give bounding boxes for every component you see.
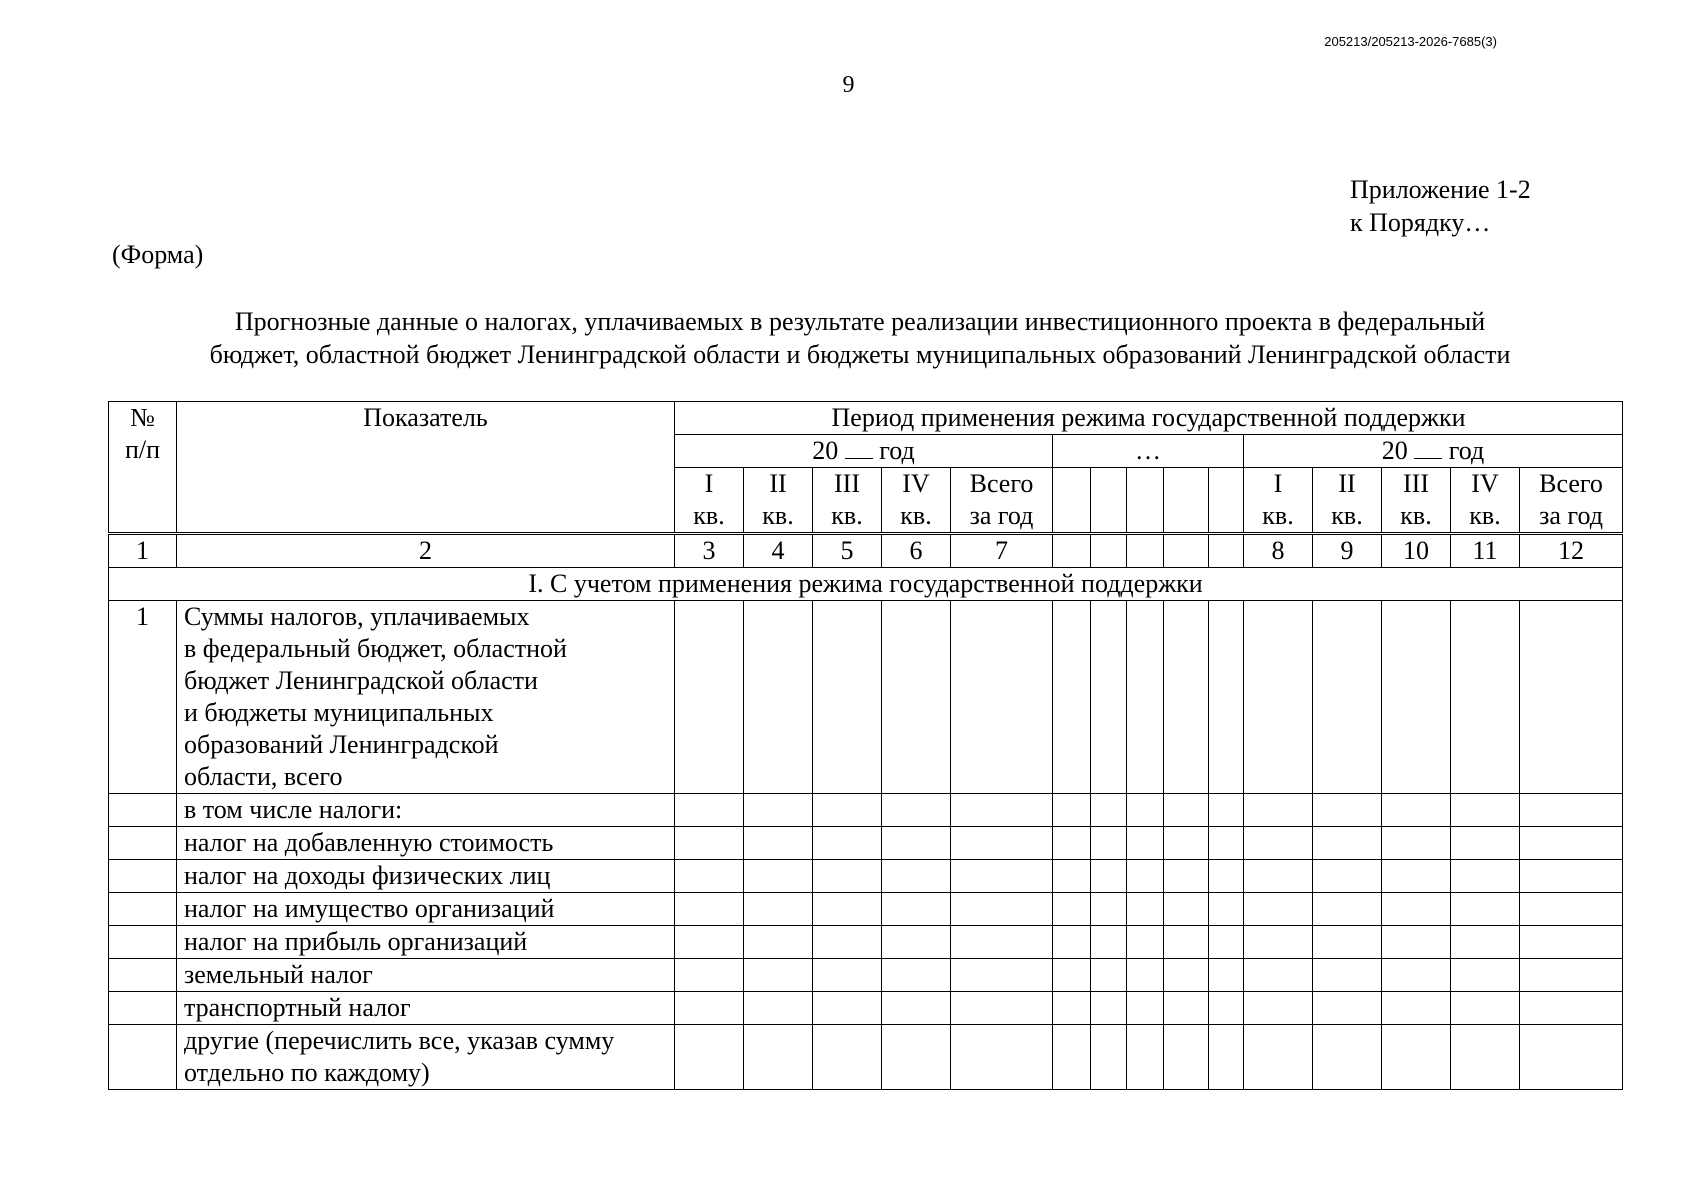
column-number-empty — [1053, 534, 1091, 568]
value-cell[interactable] — [1164, 992, 1209, 1025]
indicator-label-line: отдельно по каждому) — [184, 1058, 430, 1087]
value-cell[interactable] — [1053, 794, 1091, 827]
indicator-label — [177, 926, 675, 959]
header-empty-cell — [1209, 468, 1244, 534]
value-cell[interactable] — [1164, 1025, 1209, 1090]
header-quarter: IV кв. — [882, 468, 951, 534]
value-cell[interactable] — [882, 601, 951, 794]
value-cell[interactable] — [951, 794, 1053, 827]
indicator-label — [177, 992, 675, 1025]
value-cell[interactable] — [1209, 601, 1244, 794]
value-cell[interactable] — [1091, 926, 1127, 959]
value-cell[interactable] — [1209, 959, 1244, 992]
header-year-2: 20 год — [1244, 435, 1623, 468]
value-cell[interactable] — [1451, 926, 1520, 959]
value-cell[interactable] — [1091, 992, 1127, 1025]
value-cell[interactable] — [1451, 827, 1520, 860]
value-cell[interactable] — [675, 827, 744, 860]
indicator-label — [177, 1025, 675, 1090]
value-cell[interactable] — [1091, 794, 1127, 827]
value-cell[interactable] — [675, 893, 744, 926]
indicator-label-line: налог на доходы физических лиц — [184, 861, 551, 890]
value-cell[interactable] — [1209, 992, 1244, 1025]
column-number: 11 — [1451, 534, 1520, 568]
column-number: 2 — [177, 534, 675, 568]
indicator-label-line: Суммы налогов, уплачиваемых — [184, 602, 530, 631]
indicator-label — [177, 827, 675, 860]
tax-forecast-table — [108, 401, 1623, 1090]
value-cell[interactable] — [675, 601, 744, 794]
value-cell[interactable] — [1053, 860, 1091, 893]
value-cell[interactable] — [1313, 992, 1382, 1025]
value-cell[interactable] — [882, 926, 951, 959]
column-number: 12 — [1520, 534, 1623, 568]
indicator-label-line: области, всего — [184, 762, 343, 791]
value-cell[interactable] — [1164, 794, 1209, 827]
document-title — [100, 305, 1620, 371]
value-cell[interactable] — [1244, 893, 1313, 926]
value-cell[interactable] — [1451, 959, 1520, 992]
value-cell[interactable] — [1053, 959, 1091, 992]
value-cell[interactable] — [1209, 926, 1244, 959]
value-cell[interactable] — [1053, 601, 1091, 794]
value-cell[interactable] — [1164, 601, 1209, 794]
value-cell[interactable] — [1209, 860, 1244, 893]
column-number: 4 — [744, 534, 813, 568]
row-number — [109, 1025, 177, 1090]
value-cell[interactable] — [1382, 601, 1451, 794]
indicator-label-line: налог на прибыль организаций — [184, 927, 528, 956]
value-cell[interactable] — [882, 959, 951, 992]
value-cell[interactable] — [744, 827, 813, 860]
value-cell[interactable] — [1127, 926, 1164, 959]
header-quarter: II кв. — [1313, 468, 1382, 534]
value-cell[interactable] — [1209, 1025, 1244, 1090]
value-cell[interactable] — [1244, 860, 1313, 893]
value-cell[interactable] — [813, 992, 882, 1025]
value-cell[interactable] — [744, 992, 813, 1025]
value-cell[interactable] — [675, 992, 744, 1025]
value-cell[interactable] — [1382, 959, 1451, 992]
column-number: 9 — [1313, 534, 1382, 568]
value-cell[interactable] — [1244, 827, 1313, 860]
column-number-empty — [1209, 534, 1244, 568]
value-cell[interactable] — [1382, 794, 1451, 827]
value-cell[interactable] — [882, 893, 951, 926]
value-cell[interactable] — [1382, 926, 1451, 959]
value-cell[interactable] — [1091, 860, 1127, 893]
value-cell[interactable] — [1244, 794, 1313, 827]
value-cell[interactable] — [1451, 893, 1520, 926]
value-cell[interactable] — [1520, 794, 1623, 827]
value-cell[interactable] — [1382, 1025, 1451, 1090]
value-cell[interactable] — [1053, 893, 1091, 926]
header-quarter: III кв. — [813, 468, 882, 534]
indicator-label-line: образований Ленинградской — [184, 730, 499, 759]
page-number: 9 — [842, 72, 855, 98]
value-cell[interactable] — [1244, 959, 1313, 992]
value-cell[interactable] — [882, 860, 951, 893]
value-cell[interactable] — [1382, 860, 1451, 893]
value-cell[interactable] — [1164, 926, 1209, 959]
row-number — [109, 959, 177, 992]
value-cell[interactable] — [1382, 893, 1451, 926]
value-cell[interactable] — [813, 1025, 882, 1090]
header-quarter: I кв. — [1244, 468, 1313, 534]
indicator-label-line: земельный налог — [184, 960, 373, 989]
value-cell[interactable] — [1313, 601, 1382, 794]
value-cell[interactable] — [1313, 959, 1382, 992]
table-row — [109, 926, 1623, 959]
value-cell[interactable] — [1313, 1025, 1382, 1090]
indicator-label-line: транспортный налог — [184, 993, 411, 1022]
value-cell[interactable] — [1520, 860, 1623, 893]
value-cell[interactable] — [1091, 827, 1127, 860]
header-year-ellipsis: … — [1053, 435, 1244, 468]
value-cell[interactable] — [744, 926, 813, 959]
column-number: 6 — [882, 534, 951, 568]
value-cell[interactable] — [1053, 926, 1091, 959]
row-number — [109, 893, 177, 926]
value-cell[interactable] — [1313, 794, 1382, 827]
column-number-empty — [1164, 534, 1209, 568]
indicator-label-line: налог на добавленную стоимость — [184, 828, 554, 857]
table-row — [109, 860, 1623, 893]
column-number-empty — [1091, 534, 1127, 568]
value-cell[interactable] — [1164, 827, 1209, 860]
value-cell[interactable] — [1209, 794, 1244, 827]
column-number: 7 — [951, 534, 1053, 568]
indicator-label-line: в федеральный бюджет, областной — [184, 634, 567, 663]
title-line-1: Прогнозные данные о налогах, уплачиваемых в результате реализации инвестиционного проекта в федеральный — [234, 307, 1486, 336]
column-number-empty — [1127, 534, 1164, 568]
row-number — [109, 926, 177, 959]
value-cell[interactable] — [1127, 959, 1164, 992]
value-cell[interactable] — [951, 926, 1053, 959]
indicator-label — [177, 794, 675, 827]
header-quarter: III кв. — [1382, 468, 1451, 534]
indicator-label-line: налог на имущество организаций — [184, 894, 555, 923]
value-cell[interactable] — [1244, 1025, 1313, 1090]
value-cell[interactable] — [1209, 893, 1244, 926]
value-cell[interactable] — [951, 601, 1053, 794]
value-cell[interactable] — [1313, 926, 1382, 959]
value-cell[interactable] — [1053, 827, 1091, 860]
value-cell[interactable] — [1313, 860, 1382, 893]
value-cell[interactable] — [951, 992, 1053, 1025]
value-cell[interactable] — [813, 827, 882, 860]
value-cell[interactable] — [1382, 992, 1451, 1025]
value-cell[interactable] — [1127, 601, 1164, 794]
value-cell[interactable] — [813, 794, 882, 827]
value-cell[interactable] — [744, 601, 813, 794]
value-cell[interactable] — [1209, 827, 1244, 860]
value-cell[interactable] — [813, 860, 882, 893]
header-empty-cell — [1091, 468, 1127, 534]
value-cell[interactable] — [675, 794, 744, 827]
indicator-label-line: и бюджеты муниципальных — [184, 698, 494, 727]
value-cell[interactable] — [1451, 992, 1520, 1025]
value-cell[interactable] — [882, 992, 951, 1025]
column-number: 3 — [675, 534, 744, 568]
document-id: 205213/205213-2026-7685(3) — [1324, 34, 1497, 49]
header-quarter: IV кв. — [1451, 468, 1520, 534]
value-cell[interactable] — [1382, 827, 1451, 860]
value-cell[interactable] — [1091, 1025, 1127, 1090]
value-cell[interactable] — [1164, 893, 1209, 926]
value-cell[interactable] — [951, 1025, 1053, 1090]
row-number — [109, 827, 177, 860]
value-cell[interactable] — [1520, 959, 1623, 992]
value-cell[interactable] — [1313, 827, 1382, 860]
column-number: 5 — [813, 534, 882, 568]
value-cell[interactable] — [813, 601, 882, 794]
row-number: 1 — [109, 601, 177, 794]
value-cell[interactable] — [1091, 601, 1127, 794]
value-cell[interactable] — [1053, 1025, 1091, 1090]
appendix-reference — [1350, 173, 1531, 239]
column-number: 10 — [1382, 534, 1451, 568]
value-cell[interactable] — [1520, 926, 1623, 959]
value-cell[interactable] — [1127, 860, 1164, 893]
value-cell[interactable] — [1520, 893, 1623, 926]
column-number: 8 — [1244, 534, 1313, 568]
value-cell[interactable] — [1313, 893, 1382, 926]
value-cell[interactable] — [675, 926, 744, 959]
value-cell[interactable] — [951, 827, 1053, 860]
value-cell[interactable] — [813, 959, 882, 992]
header-empty-cell — [1053, 468, 1091, 534]
header-col-no: № п/п — [109, 402, 177, 534]
value-cell[interactable] — [1127, 794, 1164, 827]
value-cell[interactable] — [744, 860, 813, 893]
header-quarter: Всего за год — [1520, 468, 1623, 534]
header-quarter: Всего за год — [951, 468, 1053, 534]
header-period: Период применения режима государственной поддержки — [675, 402, 1623, 435]
value-cell[interactable] — [1451, 601, 1520, 794]
value-cell[interactable] — [813, 893, 882, 926]
value-cell[interactable] — [744, 893, 813, 926]
column-number: 1 — [109, 534, 177, 568]
value-cell[interactable] — [1451, 1025, 1520, 1090]
value-cell[interactable] — [1520, 992, 1623, 1025]
value-cell[interactable] — [675, 860, 744, 893]
header-quarter: II кв. — [744, 468, 813, 534]
value-cell[interactable] — [1244, 926, 1313, 959]
appendix-line-1: Приложение 1-2 — [1350, 175, 1531, 204]
value-cell[interactable] — [1127, 827, 1164, 860]
header-col-indicator: Показатель — [177, 402, 675, 534]
value-cell[interactable] — [1127, 992, 1164, 1025]
table-row — [109, 601, 1623, 794]
table-row — [109, 1025, 1623, 1090]
value-cell[interactable] — [1091, 959, 1127, 992]
table-row — [109, 794, 1623, 827]
table-row — [109, 959, 1623, 992]
row-number — [109, 860, 177, 893]
value-cell[interactable] — [1164, 959, 1209, 992]
indicator-label — [177, 893, 675, 926]
value-cell[interactable] — [1127, 893, 1164, 926]
value-cell[interactable] — [813, 926, 882, 959]
row-number — [109, 794, 177, 827]
value-cell[interactable] — [882, 794, 951, 827]
table-row — [109, 827, 1623, 860]
title-line-2: бюджет, областной бюджет Ленинградской области и бюджеты муниципальных образований Ленинградской области — [209, 340, 1511, 369]
value-cell[interactable] — [1244, 992, 1313, 1025]
value-cell[interactable] — [1053, 992, 1091, 1025]
value-cell[interactable] — [675, 1025, 744, 1090]
value-cell[interactable] — [1520, 1025, 1623, 1090]
value-cell[interactable] — [951, 959, 1053, 992]
value-cell[interactable] — [882, 1025, 951, 1090]
indicator-label — [177, 601, 675, 794]
value-cell[interactable] — [951, 893, 1053, 926]
indicator-label — [177, 959, 675, 992]
value-cell[interactable] — [1091, 893, 1127, 926]
indicator-label-line: другие (перечислить все, указав сумму — [184, 1026, 615, 1055]
indicator-label-line: в том числе налоги: — [184, 795, 403, 824]
value-cell[interactable] — [1164, 860, 1209, 893]
table-row — [109, 893, 1623, 926]
header-empty-cell — [1164, 468, 1209, 534]
header-year-1: 20 год — [675, 435, 1053, 468]
header-empty-cell — [1127, 468, 1164, 534]
indicator-label-line: бюджет Ленинградской области — [184, 666, 538, 695]
value-cell[interactable] — [951, 860, 1053, 893]
value-cell[interactable] — [882, 827, 951, 860]
table-row — [109, 992, 1623, 1025]
value-cell[interactable] — [744, 959, 813, 992]
value-cell[interactable] — [744, 1025, 813, 1090]
value-cell[interactable] — [1244, 601, 1313, 794]
value-cell[interactable] — [675, 959, 744, 992]
row-number — [109, 992, 177, 1025]
header-quarter: I кв. — [675, 468, 744, 534]
value-cell[interactable] — [1520, 601, 1623, 794]
value-cell[interactable] — [1451, 860, 1520, 893]
section-title: I. С учетом применения режима государственной поддержки — [109, 568, 1623, 601]
value-cell[interactable] — [744, 794, 813, 827]
value-cell[interactable] — [1451, 794, 1520, 827]
value-cell[interactable] — [1127, 1025, 1164, 1090]
appendix-line-2: к Порядку… — [1350, 208, 1491, 237]
indicator-label — [177, 860, 675, 893]
form-label: (Форма) — [112, 240, 204, 269]
value-cell[interactable] — [1520, 827, 1623, 860]
